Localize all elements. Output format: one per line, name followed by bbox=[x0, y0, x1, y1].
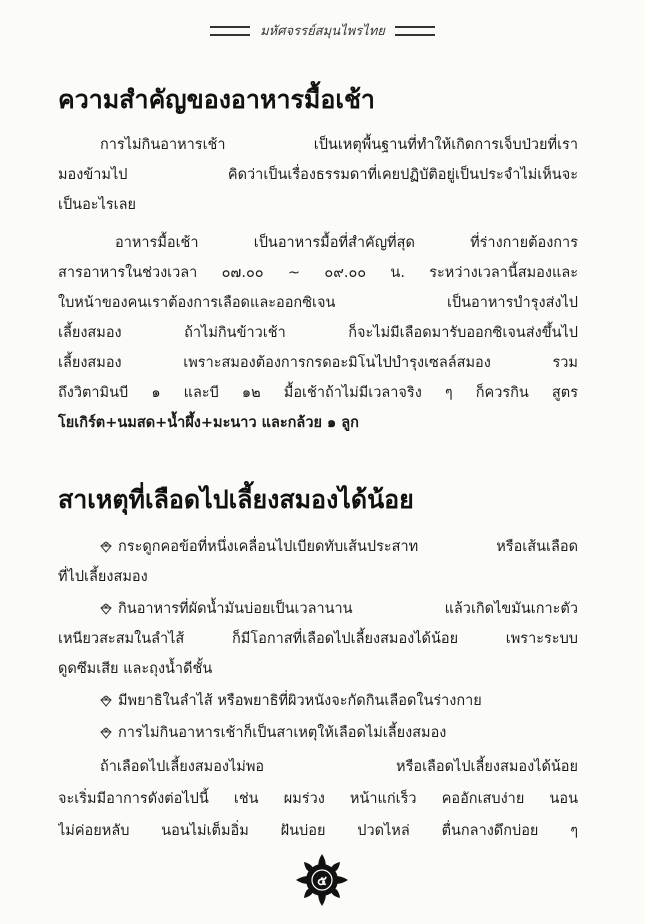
diamond-bullet-icon bbox=[100, 603, 112, 615]
bullet-item bbox=[100, 535, 578, 558]
paragraph-line: เลี้ยงสมอง ถ้าไม่กินข้าวเช้า ก็จะไม่มีเลือดมารับออกซิเจนส่งขึ้นไป bbox=[58, 325, 578, 341]
page-number: ๕ bbox=[317, 874, 327, 889]
bullet-continuation: ดูดซึมเสีย และถุงน้ำดีชั้น bbox=[58, 661, 213, 677]
paragraph-line: ใบหน้าของคนเราต้องการเลือดและออกซิเจน เป็นอาหารบำรุงส่งไป bbox=[58, 295, 578, 311]
paragraph-line: เป็นอะไรเลย bbox=[58, 197, 136, 213]
bullet-continuation: ที่ไปเลี้ยงสมอง bbox=[58, 569, 148, 585]
paragraph-line: อาหารมื้อเช้า เป็นอาหารมื้อที่สำคัญที่สุด ที่ร่างกายต้องการ bbox=[115, 235, 578, 251]
paragraph-line: เลี้ยงสมอง เพราะสมองต้องการกรดอะมิโนไปบำรุงเซลล์สมอง รวม bbox=[58, 355, 578, 371]
header-rule-left bbox=[210, 26, 250, 36]
diamond-bullet-icon bbox=[100, 695, 112, 707]
section-heading-breakfast-importance: ความสำคัญของอาหารมื้อเช้า bbox=[58, 85, 375, 114]
paragraph-line: การไม่กินอาหารเช้า เป็นเหตุพื้นฐานที่ทำให้เกิดการเจ็บป่วยที่เรา bbox=[100, 137, 578, 153]
bullet-item bbox=[100, 597, 578, 620]
paragraph-line: สารอาหารในช่วงเวลา ๐๗.๐๐ ~ ๐๙.๐๐ น. ระหว่างเวลานี้สมองและ bbox=[58, 265, 578, 281]
paragraph-line: ถึงวิตามินบี ๑ และบี ๑๒ มื้อเช้าถ้าไม่มีเวลาจริง ๆ ก็ควรกิน สูตร bbox=[58, 385, 578, 401]
paragraph-line: ไม่ค่อยหลับ นอนไม่เต็มอิ่ม ฝันบ่อย ปวดไหล่ ตื่นกลางดึกบ่อย ๆ bbox=[58, 823, 578, 839]
section-heading-brain-blood-causes: สาเหตุที่เลือดไปเลี้ยงสมองได้น้อย bbox=[58, 485, 414, 514]
paragraph-line: มองข้ามไป คิดว่าเป็นเรื่องธรรมดาที่เคยปฏิบัติอยู่เป็นประจำไม่เห็นจะ bbox=[58, 167, 578, 183]
diamond-bullet-icon bbox=[100, 727, 112, 739]
bullet-continuation: เหนียวสะสมในลำไส้ ก็มีโอกาสที่เลือดไปเลี้ยงสมองได้น้อย เพราะระบบ bbox=[58, 631, 578, 647]
bullet-text: การไม่กินอาหารเช้าก็เป็นสาเหตุให้เลือดไม่เลี้ยงสมอง bbox=[118, 725, 447, 741]
bullet-text: มีพยาธิในลำไส้ หรือพยาธิที่ผิวหนังจะกัดกินเลือดในร่างกาย bbox=[118, 693, 482, 709]
running-header bbox=[0, 20, 645, 41]
recipe-line: โยเกิร์ต+นมสด+น้ำผึ้ง+มะนาว และกล้วย ๑ ลูก bbox=[58, 415, 359, 431]
bullet-item bbox=[100, 721, 578, 744]
diamond-bullet-icon bbox=[100, 541, 112, 553]
bullet-text: กระดูกคอข้อที่หนึ่งเคลื่อนไปเบียดทับเส้นประสาท หรือเส้นเลือด bbox=[118, 539, 578, 555]
paragraph-line: จะเริ่มมีอาการดังต่อไปนี้ เช่น ผมร่วง หน้าแก่เร็ว คออักเสบง่าย นอน bbox=[58, 791, 578, 807]
bullet-text: กินอาหารที่ผัดน้ำมันบ่อยเป็นเวลานาน แล้วเกิดไขมันเกาะตัว bbox=[118, 601, 578, 617]
running-header-title: มหัศจรรย์สมุนไพรไทย bbox=[260, 24, 385, 39]
bullet-item bbox=[100, 689, 578, 712]
header-rule-right bbox=[395, 26, 435, 36]
page-number-ornament bbox=[294, 852, 350, 908]
paragraph-line: ถ้าเลือดไปเลี้ยงสมองไม่พอ หรือเลือดไปเลี้ยงสมองได้น้อย bbox=[100, 759, 578, 775]
